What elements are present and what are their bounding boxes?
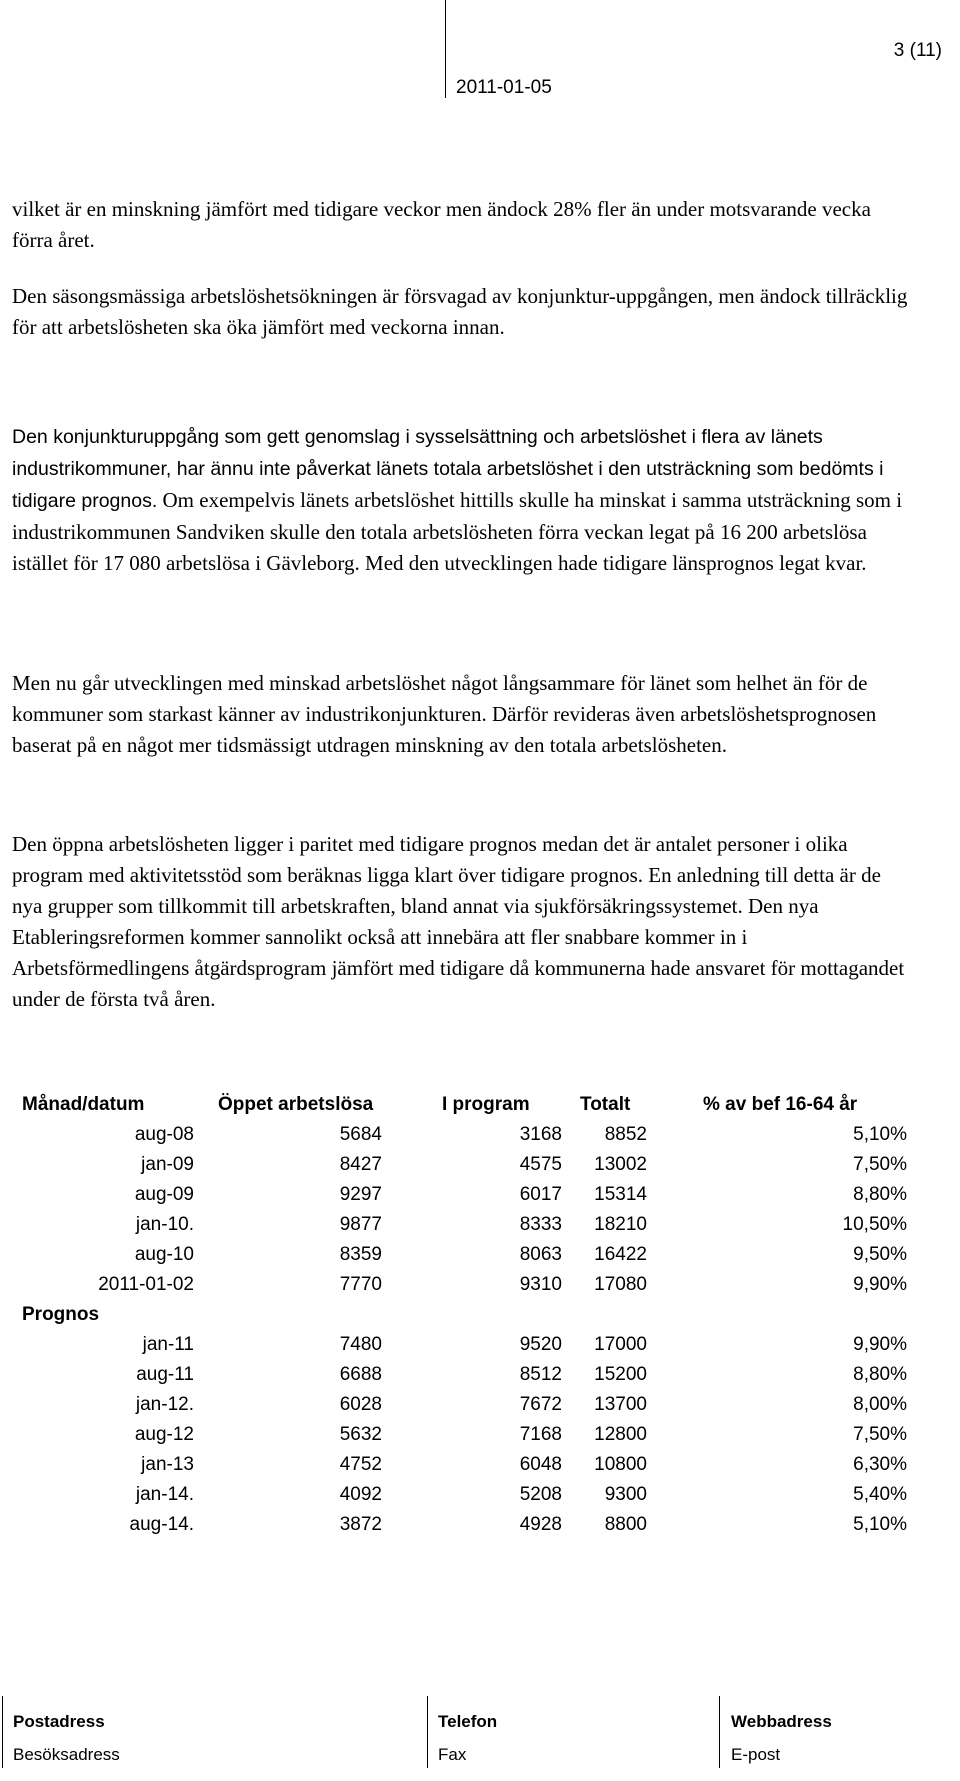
table-cell: 4928 [519,1514,562,1535]
table-cell: aug-10 [134,1244,194,1265]
table-cell: 15200 [594,1364,647,1385]
table-row [22,1120,907,1150]
column-header: % av bef 16-64 år [703,1094,858,1115]
table-cell: 10,50% [842,1214,907,1235]
table-cell: 8333 [519,1214,562,1235]
paragraph-3-serif: Om exempelvis länets arbetslöshet hittills skulle ha minskat i samma utsträckning som i industrikommunen Sandviken skulle den totala arbetslösheten förra veckan legat på 16 200 arbetslösa istället för 17 080 arbetslösa i Gävleborg. Med den utvecklingen hade tidigare länsprognos legat kvar. [12,488,903,575]
historical-rows [22,1120,907,1300]
table-header-row [22,1090,907,1120]
table-cell: 7,50% [853,1154,907,1175]
table-cell: 7,50% [853,1424,907,1445]
table-cell: aug-14. [129,1514,194,1535]
paragraph-3-sans: Den konjunkturuppgång som gett genomslag i sysselsättning och arbetslöshet i flera av länets industrikommuner, har ännu inte påverkat länets totala arbetslöshet i den utsträckning som bedömts i tidigare prognos. [12,426,884,512]
footer-webbadress-label: Webbadress [731,1712,832,1731]
column-header: I program [442,1094,530,1115]
table-row [22,1420,907,1450]
table-cell: aug-09 [134,1184,194,1205]
footer-divider [2,1696,3,1768]
table-cell: 7168 [519,1424,562,1445]
table-cell: 8,80% [853,1364,907,1385]
footer-postadress-label: Postadress [13,1712,105,1731]
table-cell: 5684 [339,1124,382,1145]
table-cell: 2011-01-02 [98,1274,194,1295]
footer-epost-label: E-post [731,1745,781,1764]
table-cell: 7672 [519,1394,562,1415]
table-cell: 5,10% [853,1514,907,1535]
footer-telefon-label: Telefon [438,1712,498,1731]
table-row [22,1480,907,1510]
table-cell: 10800 [594,1454,647,1475]
page-number: 3 (11) [893,40,942,61]
table-cell: 8512 [519,1364,562,1385]
table-row [22,1510,907,1540]
table-cell: 4575 [519,1154,562,1175]
table-cell: 5,10% [853,1124,907,1145]
document-date: 2011-01-05 [456,77,552,98]
table-cell: 5632 [339,1424,382,1445]
table-cell: 8427 [339,1154,382,1175]
paragraph-5: Den öppna arbetslösheten ligger i paritet med tidigare prognos medan det är antalet personer i olika program med aktivitetsstöd som beräknas ligga klart över tidigare prognos. En anledning till detta är de nya grupper som tillkommit till arbetskraften, bland annat via sjukförsäkringssystemet. Den nya Etableringsreformen kommer sannolikt också att innebära att fler snabbare kommer in i Arbetsförmedlingens åtgärdsprogram jämfört med tidigare då kommunerna hade ansvaret för mottagandet under de första två åren. [12,832,905,1011]
table-cell: 6,30% [853,1454,907,1475]
paragraph-1: vilket är en minskning jämfört med tidigare veckor men ändock 28% fler än under motsvarande vecka förra året. [12,197,871,252]
table-cell: 4092 [339,1484,382,1505]
table-cell: aug-12 [134,1424,194,1445]
table-cell: 7770 [339,1274,382,1295]
table-cell: 8359 [339,1244,382,1265]
table-row [22,1210,907,1240]
table-cell: jan-12. [135,1394,194,1415]
table-cell: 13002 [594,1154,647,1175]
footer-besoksadress-label: Besöksadress [13,1745,120,1764]
table-cell: 9,90% [853,1274,907,1295]
paragraph-4: Men nu går utvecklingen med minskad arbetslöshet något långsammare för länet som helhet än för de kommuner som starkast känner av industrikonjunkturen. Därför revideras även arbetslöshetsprognosen baserat på en något mer tidsmässigt utdragen minskning av den totala arbetslösheten. [12,671,877,757]
table-cell: jan-09 [141,1154,194,1175]
table-row [22,1330,907,1360]
table-cell: 15314 [594,1184,647,1205]
table-row [22,1390,907,1420]
forecast-section [22,1300,907,1330]
table-row [22,1360,907,1390]
table-cell: 13700 [594,1394,647,1415]
table-cell: 8063 [519,1244,562,1265]
table-cell: 9520 [519,1334,562,1355]
table-cell: 6028 [339,1394,382,1415]
table-cell: 4752 [339,1454,382,1475]
column-header: Totalt [580,1094,631,1115]
table-cell: 12800 [594,1424,647,1445]
table-cell: jan-13 [141,1454,194,1475]
table-row [22,1240,907,1270]
table-cell: aug-08 [134,1124,194,1145]
table-cell: 6017 [519,1184,562,1205]
paragraph-3 [12,421,912,579]
table-cell: jan-10. [135,1214,194,1235]
table-row [22,1270,907,1300]
paragraph-2: Den säsongsmässiga arbetslöshetsökningen är försvagad av konjunktur-uppgången, men ändock tillräcklig för att arbetslösheten ska öka jämfört med veckorna innan. [12,284,908,339]
table-cell: 9310 [519,1274,562,1295]
section-label: Prognos [22,1304,100,1325]
column-header: Månad/datum [22,1094,145,1115]
table-cell: 9,50% [853,1244,907,1265]
column-header: Öppet arbetslösa [218,1094,374,1115]
table-cell: 3872 [339,1514,382,1535]
table-cell: 8,00% [853,1394,907,1415]
table-cell: aug-11 [136,1364,194,1385]
table-row [22,1180,907,1210]
table-cell: 9,90% [853,1334,907,1355]
footer-divider [427,1696,428,1768]
table-cell: 5,40% [853,1484,907,1505]
forecast-rows [22,1330,907,1540]
table-cell: 7480 [339,1334,382,1355]
table-cell: 18210 [594,1214,647,1235]
table-cell: 5208 [519,1484,562,1505]
table-cell: 6688 [339,1364,382,1385]
table-cell: 16422 [594,1244,647,1265]
unemployment-table [22,1090,907,1540]
table-cell: 17080 [594,1274,647,1295]
table-cell: 9300 [604,1484,647,1505]
table-cell: 3168 [519,1124,562,1145]
table-cell: 8800 [604,1514,647,1535]
table-row [22,1450,907,1480]
footer-divider [719,1696,720,1768]
header-divider [445,0,446,98]
table-cell: jan-14. [135,1484,194,1505]
table-cell: 17000 [594,1334,647,1355]
section-row [22,1300,907,1330]
table-cell: 8852 [604,1124,647,1145]
table-cell: 6048 [519,1454,562,1475]
table-cell: 9877 [339,1214,382,1235]
table-row [22,1150,907,1180]
table-cell: 9297 [339,1184,382,1205]
table-cell: 8,80% [853,1184,907,1205]
footer-fax-label: Fax [438,1745,467,1764]
table-cell: jan-11 [142,1334,194,1355]
